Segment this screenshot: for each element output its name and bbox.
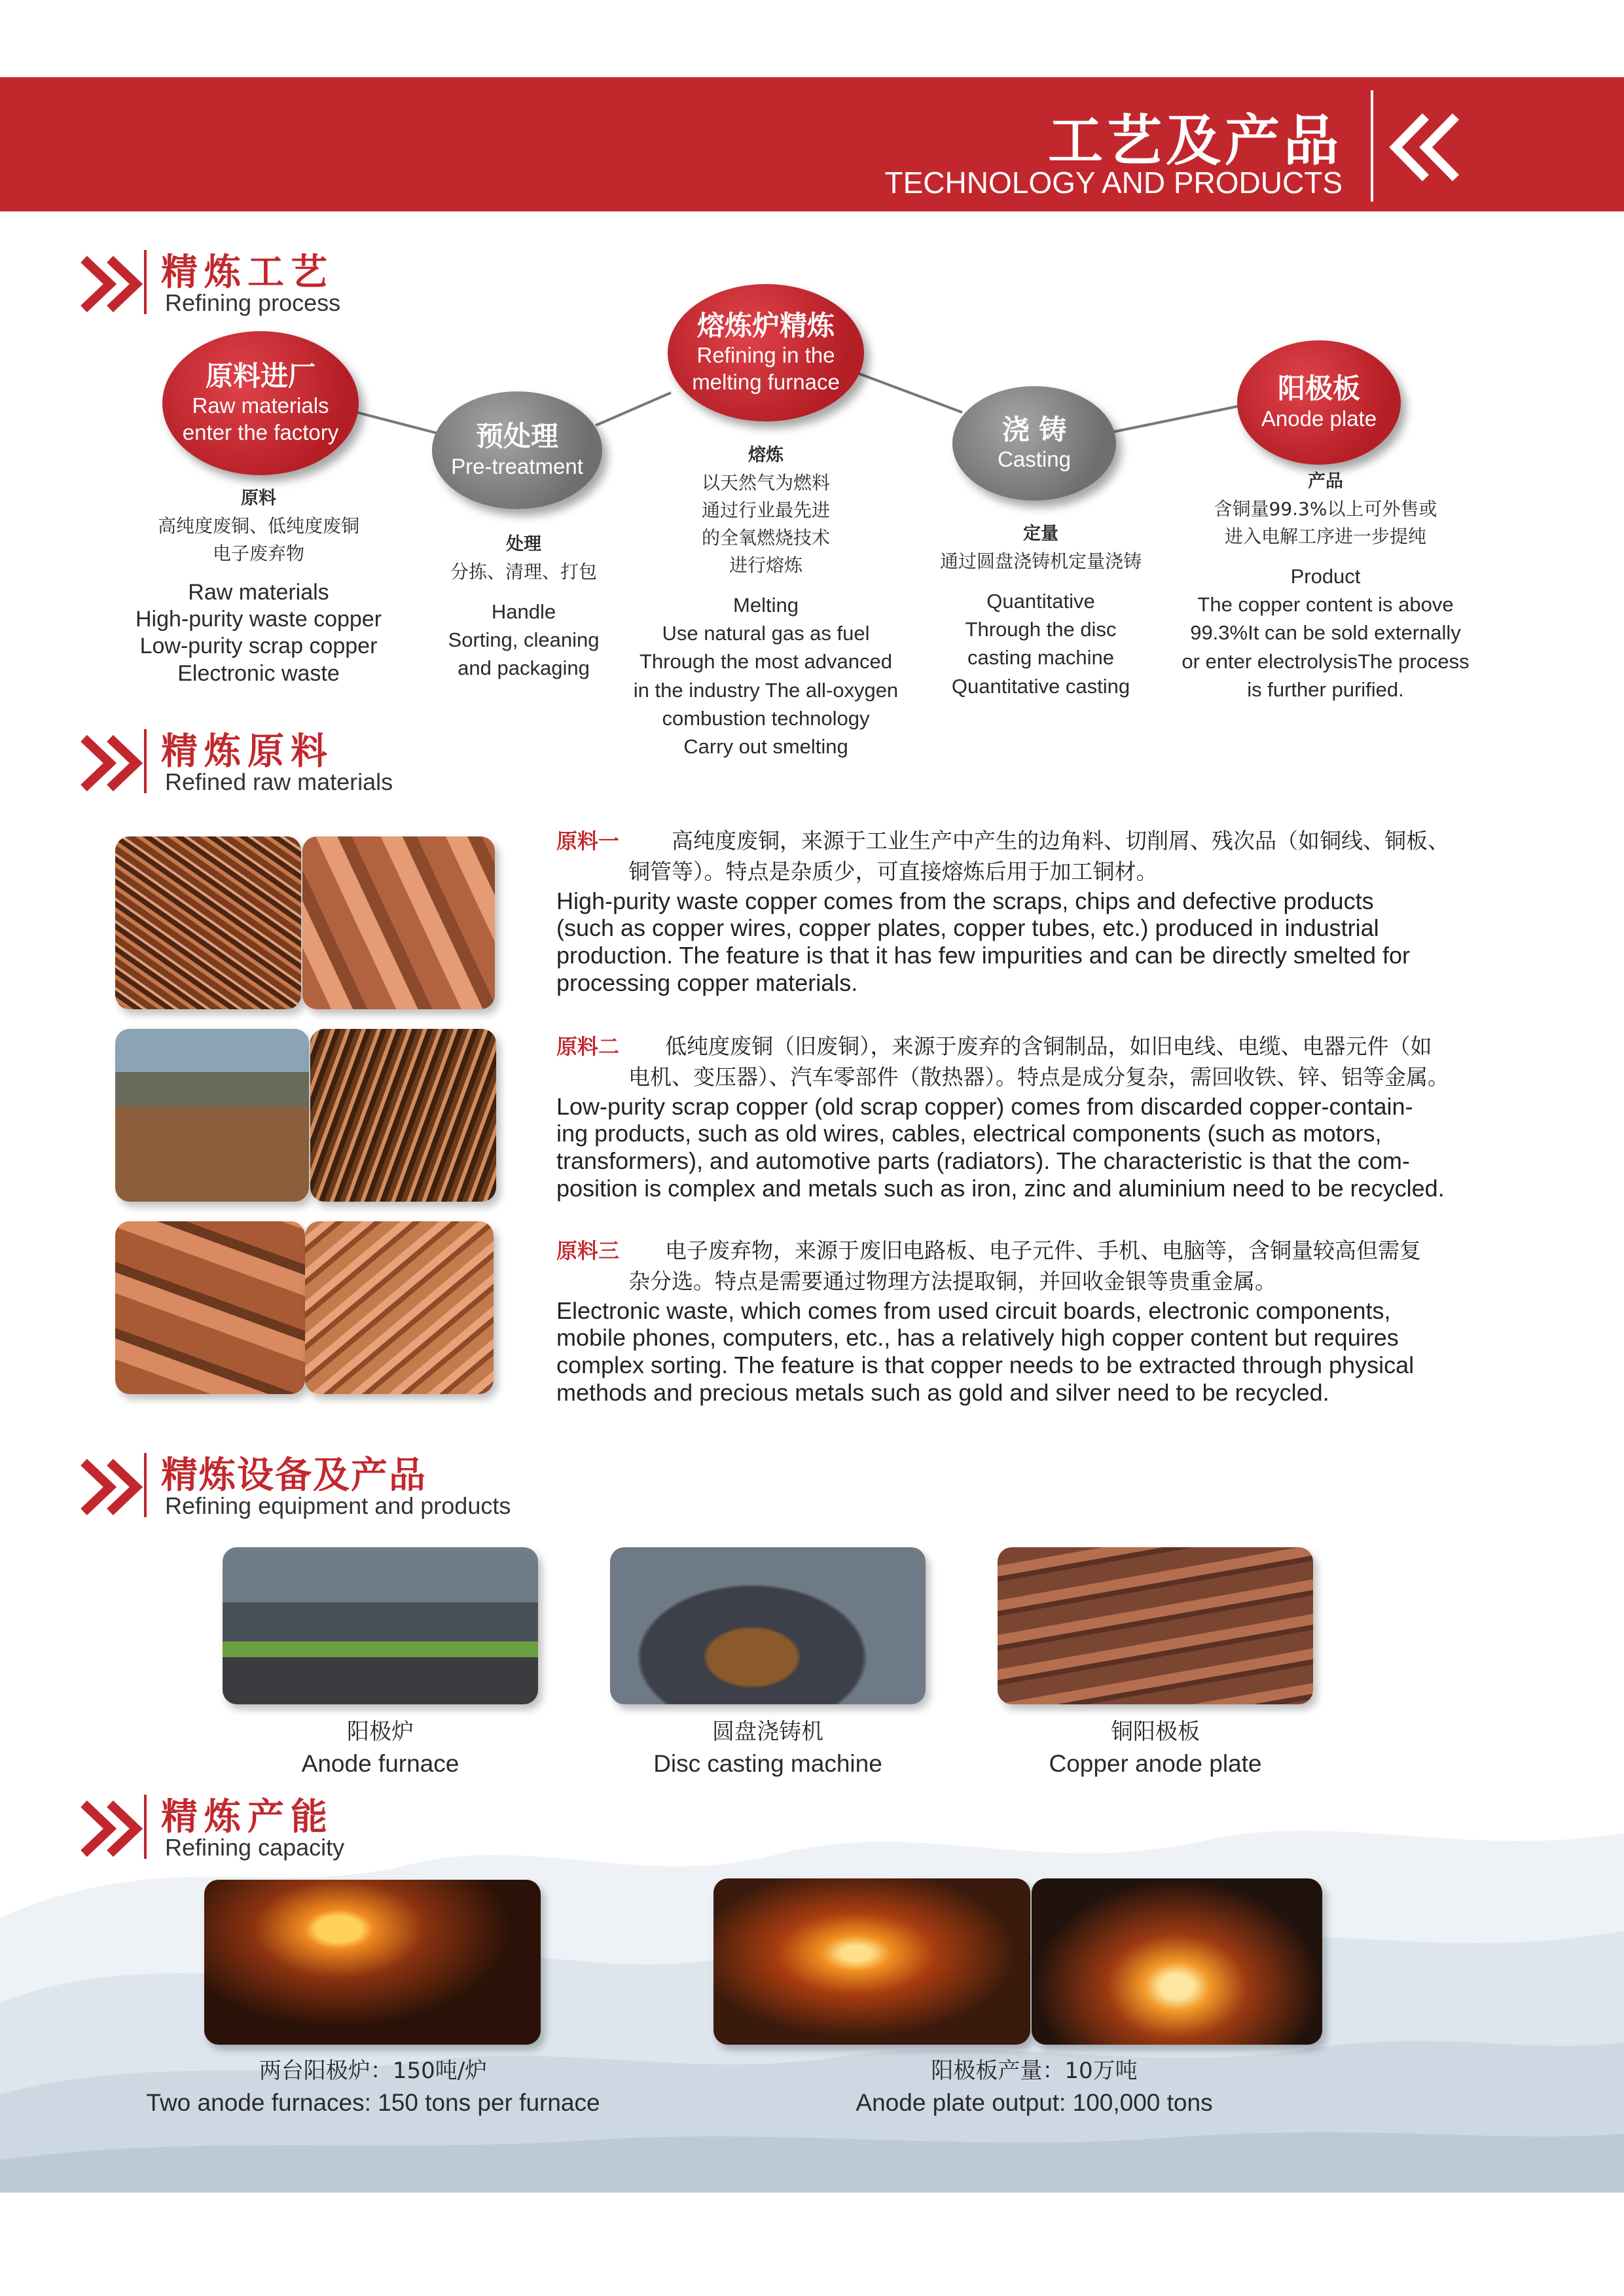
photo-copper-pieces <box>305 1221 494 1394</box>
desc-en-line: Sorting, cleaning <box>448 628 600 651</box>
node-title-en: melting furnace <box>692 370 840 395</box>
section-subtitle: Refining process <box>165 289 341 316</box>
desc-zh-line: 的全氧燃烧技术 <box>701 526 830 548</box>
node-title-zh: 原料进厂 <box>205 359 316 392</box>
photo-copper-anode-plate <box>998 1547 1313 1704</box>
process-desc-anode-plate <box>1178 469 1473 704</box>
photo-molten-copper-pour <box>713 1878 1030 2045</box>
desc-en-line: and packaging <box>458 656 590 680</box>
desc-zh-line: 以天然气为燃料 <box>701 471 830 493</box>
process-node-anode-plate <box>1237 340 1401 465</box>
material-en-line: position is complex and metals such as iron, zinc and aluminium need to be recycled. <box>556 1174 1445 1202</box>
material-zh-line: 杂分选。特点是需要通过物理方法提取铜，并回收金银等贵重金属。 <box>628 1268 1276 1294</box>
desc-en-line: Raw materials <box>188 579 329 605</box>
desc-en-line: 99.3%It can be sold externally <box>1190 621 1461 645</box>
node-title-zh: 浇 铸 <box>1001 413 1067 446</box>
material-block-1 <box>556 826 1453 997</box>
caption-zh: 圆盘浇铸机 <box>712 1719 823 1745</box>
photo-copper-sheet-scrap <box>115 1221 305 1394</box>
caption-zh: 阳极板产量：10万吨 <box>931 2058 1138 2084</box>
desc-en-line: The copper content is above <box>1197 592 1454 616</box>
node-title-en: Refining in the <box>696 342 835 367</box>
node-title-zh: 熔炼炉精炼 <box>696 309 835 342</box>
desc-zh-line: 高纯度废铜、低纯度废铜 <box>157 514 359 537</box>
material-zh-line: 电子废弃物，来源于废旧电路板、电子元件、手机、电脑等，含铜量较高但需复 <box>665 1238 1422 1263</box>
page-title: 工艺及产品 <box>1047 109 1343 173</box>
desc-en-line: Carry out smelting <box>683 735 848 759</box>
material-zh <box>556 1031 1453 1062</box>
double-chevron-right-icon <box>79 730 144 796</box>
material-block-3 <box>556 1236 1453 1407</box>
material-en-line: processing copper materials. <box>556 969 858 996</box>
material-en-line: High-purity waste copper comes from the scraps, chips and defective products <box>556 887 1374 914</box>
process-desc-pretreatment <box>432 531 615 683</box>
node-title-zh: 预处理 <box>475 420 558 453</box>
desc-en-line: is further purified. <box>1247 678 1404 702</box>
section-title: 精炼产能 <box>161 1796 334 1839</box>
section-title: 精炼原料 <box>161 730 334 773</box>
desc-en-line: combustion technology <box>662 707 870 730</box>
section-bar <box>144 729 147 793</box>
desc-en-line: Through the most advanced <box>639 650 893 673</box>
material-zh-line: 高纯度废铜，来源于工业生产中产生的边角料、切削屑、残次品（如铜线、铜板、 <box>672 828 1450 853</box>
material-zh <box>556 826 1453 857</box>
section-bar <box>144 1453 147 1517</box>
caption-zh: 铜阳极板 <box>1111 1719 1200 1745</box>
equipment-caption-2 <box>610 1717 926 1780</box>
photo-anode-furnace <box>223 1547 538 1704</box>
process-node-raw-materials <box>162 331 359 475</box>
material-en-line: transformers), and automotive parts (radiators). The characteristic is that the com- <box>556 1147 1410 1175</box>
photo-anode-furnaces <box>204 1880 541 2045</box>
desc-en-line: Product <box>1290 564 1361 588</box>
capacity-caption-2 <box>792 2056 1276 2119</box>
desc-en-line: Quantitative casting <box>951 674 1130 698</box>
section-title: 精炼设备及产品 <box>161 1454 427 1497</box>
equipment-caption-1 <box>223 1717 538 1780</box>
page-subtitle: TECHNOLOGY AND PRODUCTS <box>884 166 1343 200</box>
material-zh-line: 电机、变压器）、汽车零部件（散热器）。特点是成分复杂，需回收铁、锌、铝等金属。 <box>628 1064 1449 1090</box>
desc-en-line: High-purity waste copper <box>135 606 382 632</box>
caption-en: Copper anode plate <box>1049 1749 1262 1777</box>
process-desc-melting-furnace <box>628 442 903 761</box>
desc-heading: 原料 <box>241 488 276 509</box>
desc-en-line: or enter electrolysisThe process <box>1182 649 1470 673</box>
photo-copper-wire-scrap <box>115 836 301 1009</box>
process-node-casting <box>952 386 1116 501</box>
desc-zh-line: 含铜量99.3%以上可外售或 <box>1214 497 1437 520</box>
capacity-caption-1 <box>131 2056 615 2119</box>
desc-heading: 熔炼 <box>748 445 784 465</box>
desc-zh-line: 进行熔炼 <box>729 554 803 576</box>
material-label: 原料三 <box>556 1238 620 1263</box>
material-en-line: (such as copper wires, copper plates, copper tubes, etc.) produced in industrial <box>556 914 1379 942</box>
material-en-line: methods and precious metals such as gold and silver need to be recycled. <box>556 1378 1329 1406</box>
node-title-en: Anode plate <box>1261 406 1377 431</box>
node-title-en: Pre-treatment <box>451 454 583 478</box>
section-bar <box>144 1795 147 1859</box>
material-zh-line: 铜管等）。特点是杂质少，可直接熔炼后用于加工铜材。 <box>628 858 1158 884</box>
desc-en-line: Electronic waste <box>177 660 340 686</box>
caption-zh: 阳极炉 <box>347 1719 414 1745</box>
process-desc-casting <box>916 521 1165 700</box>
node-title-zh: 阳极板 <box>1277 372 1360 405</box>
material-en-line: Electronic waste, which comes from used circuit boards, electronic components, <box>556 1297 1391 1324</box>
desc-en-line: Use natural gas as fuel <box>662 621 870 645</box>
material-label: 原料二 <box>556 1034 620 1059</box>
desc-zh-line: 通过圆盘浇铸机定量浇铸 <box>939 550 1142 572</box>
desc-zh-line: 进入电解工序进一步提纯 <box>1224 525 1426 547</box>
desc-en-line: Melting <box>733 593 799 617</box>
desc-zh-line: 通过行业最先进 <box>701 499 830 521</box>
node-title-en: Casting <box>998 447 1071 472</box>
section-subtitle: Refined raw materials <box>165 768 393 795</box>
photo-casting-sparks <box>1032 1878 1322 2045</box>
section-subtitle: Refining equipment and products <box>165 1492 511 1519</box>
double-chevron-right-icon <box>79 1454 144 1520</box>
photo-copper-plate-scrap <box>302 836 495 1009</box>
equipment-caption-3 <box>998 1717 1313 1780</box>
desc-en-line: Low-purity scrap copper <box>139 634 378 659</box>
caption-en: Two anode furnaces: 150 tons per furnace <box>146 2089 600 2116</box>
caption-en: Anode furnace <box>301 1749 460 1777</box>
desc-en-line: Quantitative <box>986 589 1095 613</box>
photo-disc-casting-machine <box>610 1547 926 1704</box>
material-en-line: Low-purity scrap copper (old scrap copper) comes from discarded copper-contain- <box>556 1092 1413 1120</box>
desc-heading: 产品 <box>1308 471 1343 492</box>
caption-zh: 两台阳极炉：150吨/炉 <box>259 2058 488 2084</box>
desc-en-line: Handle <box>491 600 556 623</box>
node-title-en: enter the factory <box>182 420 339 445</box>
material-en-line: complex sorting. The feature is that copper needs to be extracted through physical <box>556 1352 1415 1379</box>
desc-heading: 处理 <box>506 534 541 554</box>
material-zh-line: 低纯度废铜（旧废铜），来源于废弃的含铜制品，如旧电线、电缆、电器元件（如 <box>665 1033 1432 1059</box>
desc-en-line: Through the disc <box>965 617 1117 641</box>
desc-en-line: in the industry The all-oxygen <box>633 678 899 702</box>
material-block-2 <box>556 1031 1453 1202</box>
process-desc-raw-materials <box>105 486 412 687</box>
desc-en-line: casting machine <box>967 646 1114 670</box>
caption-en: Disc casting machine <box>653 1749 882 1777</box>
desc-zh-line: 电子废弃物 <box>212 542 304 564</box>
material-label: 原料一 <box>556 829 620 853</box>
node-title-en: Raw materials <box>192 393 329 418</box>
material-en-line: mobile phones, computers, etc., has a relatively high copper content but requires <box>556 1324 1399 1352</box>
photo-scrap-pile <box>115 1029 309 1202</box>
process-node-pretreatment <box>432 391 602 509</box>
material-en-line: ing products, such as old wires, cables, electrical components (such as motors, <box>556 1120 1382 1147</box>
double-chevron-right-icon <box>79 1796 144 1861</box>
material-en-line: production. The feature is that it has few impurities and can be directly smelted for <box>556 942 1410 969</box>
desc-zh-line: 分拣、清理、打包 <box>450 560 597 583</box>
material-zh <box>556 1236 1453 1266</box>
caption-en: Anode plate output: 100,000 tons <box>856 2089 1213 2116</box>
section-subtitle: Refining capacity <box>165 1834 345 1861</box>
desc-heading: 定量 <box>1023 524 1058 544</box>
section-title: 精炼工艺 <box>161 251 334 294</box>
photo-copper-cable-scrap <box>310 1029 496 1202</box>
process-node-melting-furnace <box>668 284 864 422</box>
